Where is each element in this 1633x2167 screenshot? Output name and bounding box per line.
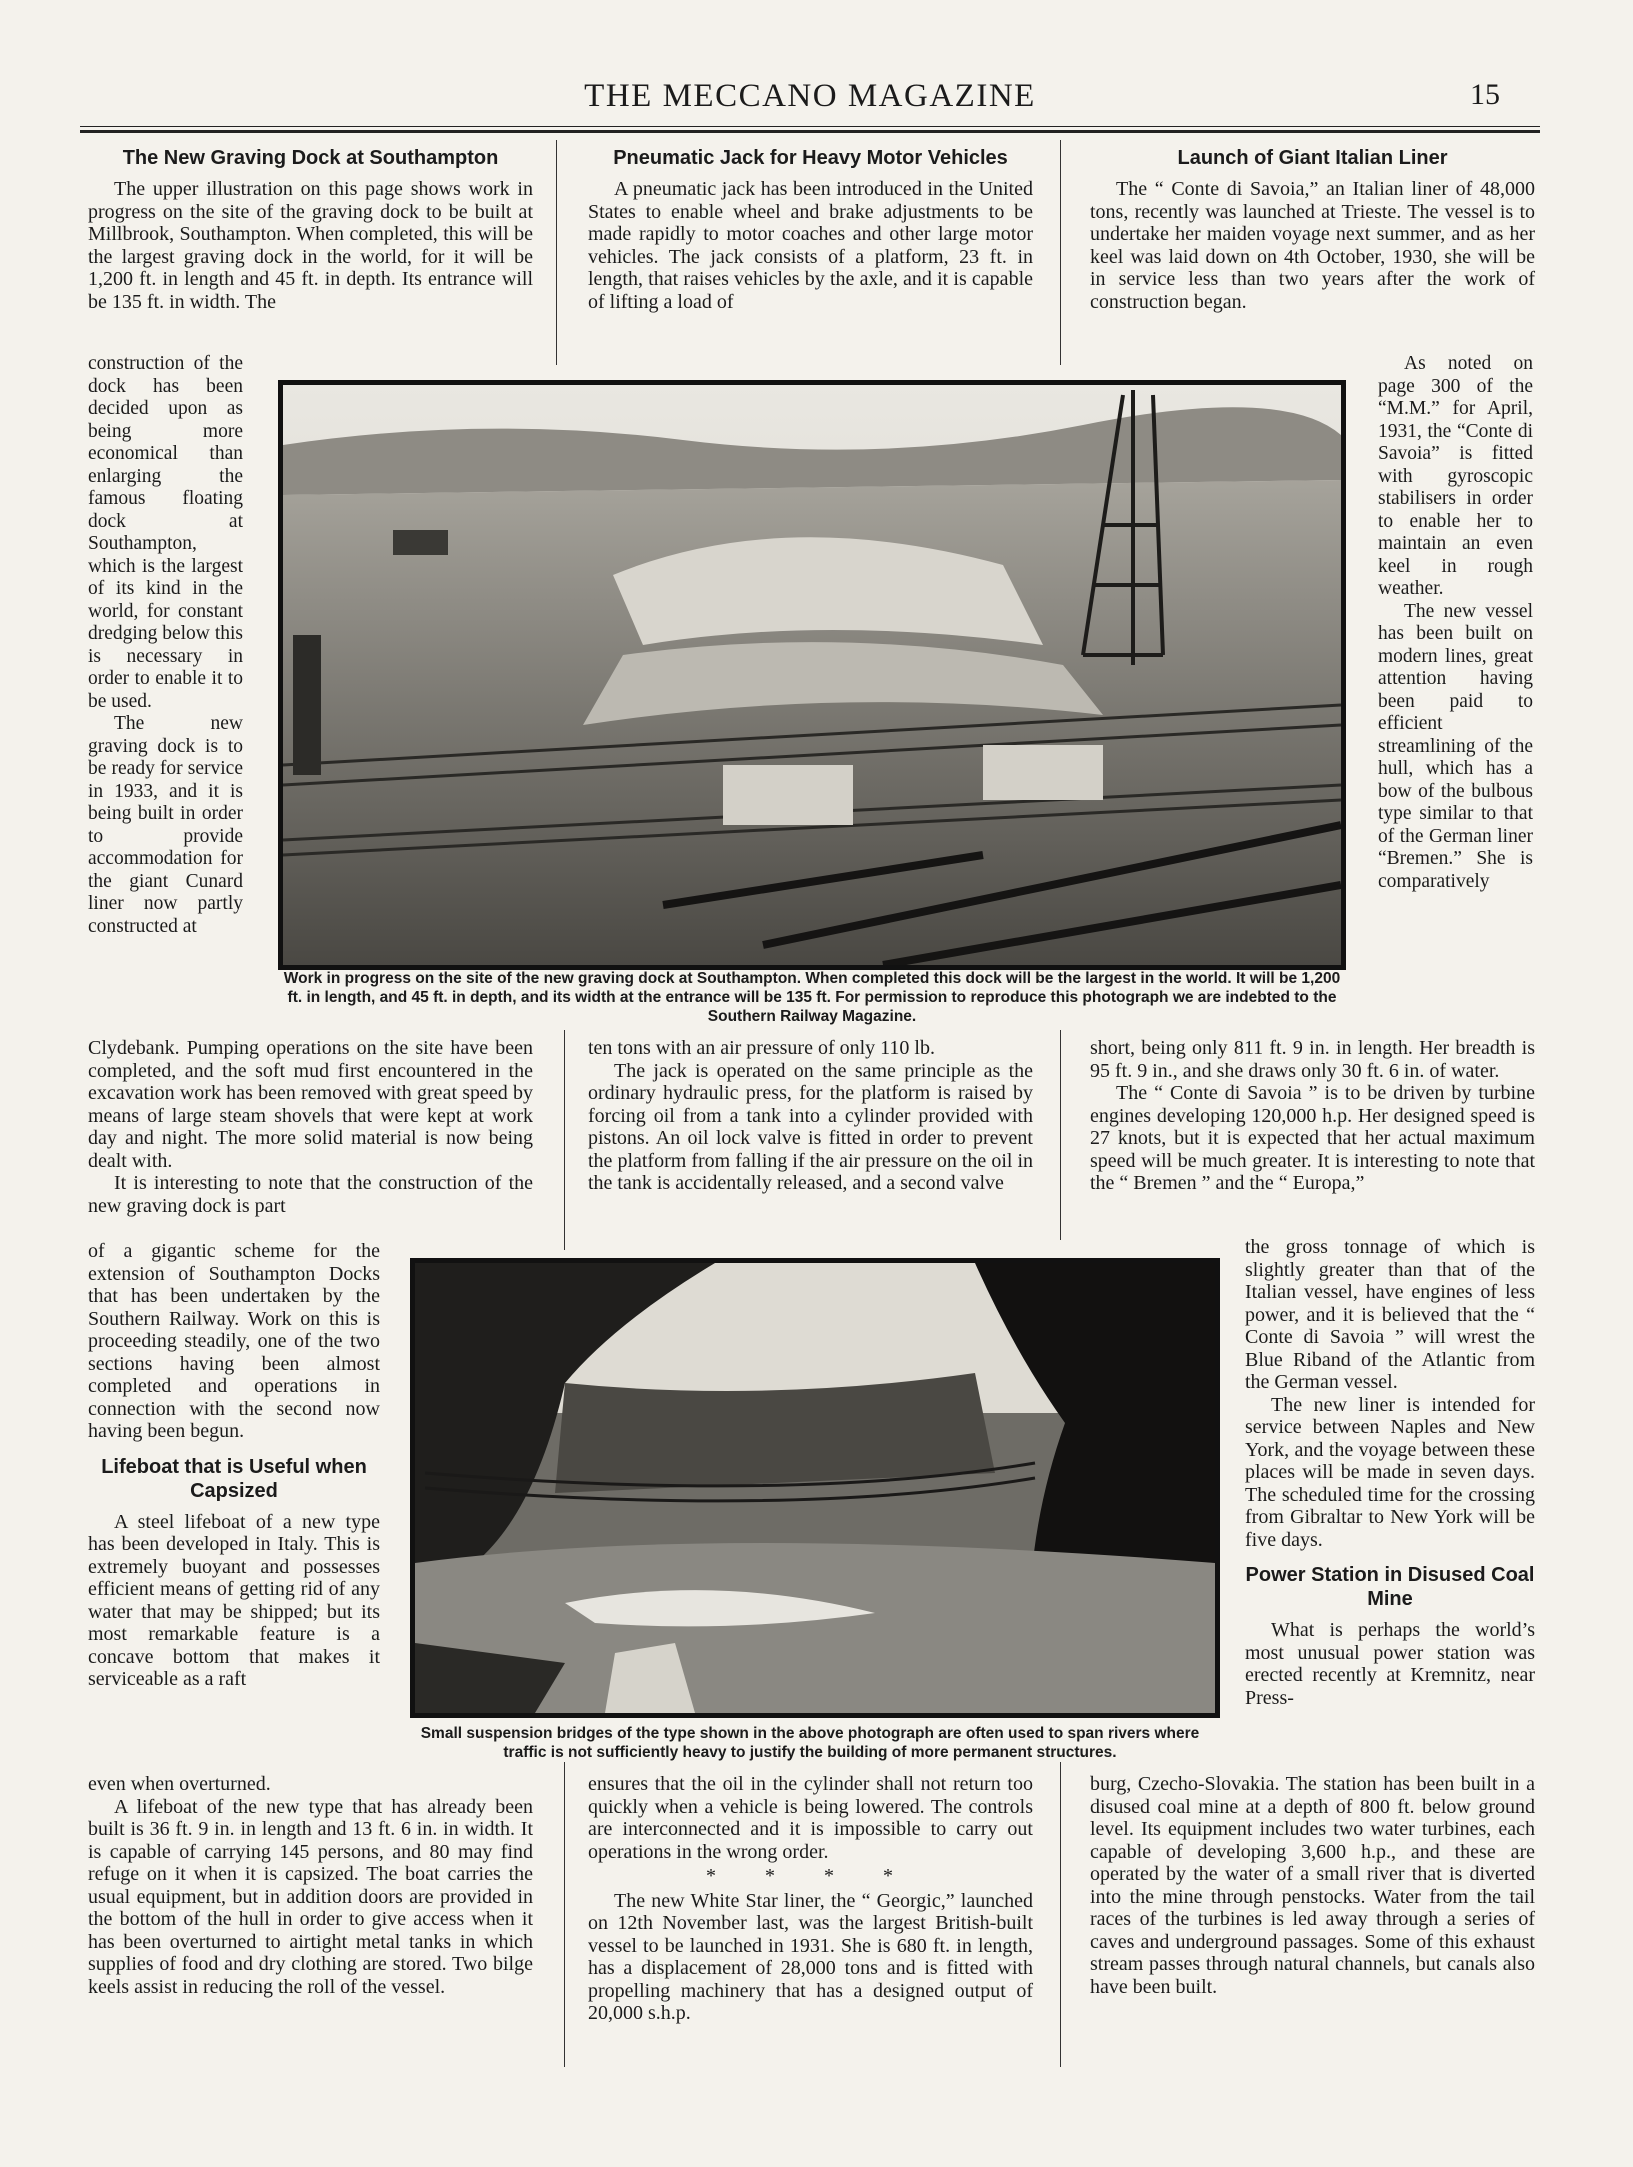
suspension-bridge-photo: [410, 1258, 1220, 1718]
paragraph: The “ Conte di Savoia ” is to be driven by turbine engines developing 120,000 h.p. Her designed speed is 27 knots, but it is expected that her actual maximum speed will be much greater. It is interesting to note that the “ Bremen ” and the “ Europa,”: [1090, 1082, 1535, 1194]
jack-article-bottom: [588, 1773, 1033, 2025]
paragraph: of a gigantic scheme for the extension of Southampton Docks that has been undertaken by the Southern Railway. Work on this is proceeding steadily, one of the two sections having been almost completed and operations in connection with the second now having been begun.: [88, 1240, 380, 1442]
paragraph: It is interesting to note that the construction of the new graving dock is part: [88, 1172, 533, 1217]
article-heading: Pneumatic Jack for Heavy Motor Vehicles: [613, 147, 1008, 169]
header-rule: [80, 126, 1540, 127]
paragraph: The new graving dock is to be ready for service in 1933, and it is being built in order to provide accommodation for the giant Cunard liner now partly constructed at: [88, 713, 243, 937]
page-number: 15: [1470, 78, 1500, 111]
header-rule-thick: [80, 130, 1540, 133]
article-heading: Launch of Giant Italian Liner: [1177, 147, 1448, 169]
power-station-article: [1090, 1773, 1535, 1998]
article-heading: The New Graving Dock at Southampton: [122, 147, 499, 169]
paragraph: The new White Star liner, the “ Georgic,” launched on 12th November last, was the largest British-built vessel to be launched in 1931. She is 680 ft. in length, has a displacement of 28,000 tons and is fitted with propelling machinery that has a designed output of 20,000 s.h.p.: [588, 1889, 1033, 2024]
column-divider: [1060, 1762, 1061, 2067]
liner-article-narrow: [1378, 353, 1533, 893]
paragraph: Clydebank. Pumping operations on the site have been completed, and the soft mud first encountered in the excavation work has been removed with great speed by means of large steam shovels that were kept at work day and night. The more solid material is now being dealt with.: [88, 1037, 533, 1172]
article-heading: Lifeboat that is Useful when Capsized: [101, 1455, 367, 1502]
suspension-bridge-caption: Small suspension bridges of the type shown in the above photograph are often used to span rivers where traffic is not sufficiently heavy to justify the building of more permanent structures.: [420, 1725, 1200, 1761]
column-divider: [1060, 140, 1061, 365]
paragraph: A pneumatic jack has been introduced in the United States to enable wheel and brake adjustments to be made rapidly to motor coaches and other large motor vehicles. The jack consists of a platform, 23 ft. in length, that raises vehicles by the axle, and it is capable of lifting a load of: [588, 178, 1033, 313]
paragraph: even when overturned.: [88, 1773, 271, 1795]
suspension-bridge-photo-art: [415, 1263, 1215, 1713]
jack-article-top: [588, 146, 1033, 313]
paragraph: ten tons with an air pressure of only 110 lb.: [588, 1037, 935, 1059]
paragraph: the gross tonnage of which is slightly greater than that of the Italian vessel, have engines of less power, and it is believed that the “ Conte di Savoia ” will wrest the Blue Riband of the Atlantic from the German vessel.: [1245, 1236, 1535, 1393]
lifeboat-article: [88, 1773, 533, 1998]
graving-dock-photo: [278, 380, 1346, 970]
section-separator: * * * *: [706, 1865, 915, 1887]
page-header: [80, 78, 1540, 118]
paragraph: construction of the dock has been decided upon as being more economical than enlarging the famous floating dock at Southampton, which is the largest of its kind in the world, for constant dredging below this is necessary in order to enable it to be used.: [88, 353, 243, 712]
column-divider: [1060, 1030, 1061, 1240]
paragraph: short, being only 811 ft. 9 in. in length. Her breadth is 95 ft. 9 in., and she draws only 30 ft. 6 in. of water.: [1090, 1037, 1535, 1082]
paragraph: As noted on page 300 of the “M.M.” for April, 1931, the “Conte di Savoia” is fitted with gyroscopic stabilisers in order to enable her to maintain an even keel in rough weather.: [1378, 353, 1533, 599]
paragraph: ensures that the oil in the cylinder shall not return too quickly when a vehicle is being lowered. The controls are interconnected and it is impossible to carry out operations in the wrong order.: [588, 1773, 1033, 1863]
paragraph: The “ Conte di Savoia,” an Italian liner of 48,000 tons, recently was launched at Trieste. The vessel is to undertake her maiden voyage next summer, and as her keel was laid down on 4th October, 1930, she will be in service less than two years after the work of construction began.: [1090, 178, 1535, 313]
paragraph: The new liner is intended for service between Naples and New York, and the voyage between these places will be made in seven days. The scheduled time for the crossing from Gibraltar to New York will be five days.: [1245, 1393, 1535, 1551]
graving-dock-photo-art: [283, 385, 1341, 965]
paragraph: The jack is operated on the same principle as the ordinary hydraulic press, for the platform is raised by forcing oil from a tank into a cylinder provided with pistons. An oil lock valve is fitted in order to prevent the platform from falling if the air pressure on the oil in the tank is accidentally released, and a second valve: [588, 1059, 1033, 1194]
liner-article-top: [1090, 146, 1535, 313]
column-divider: [564, 1762, 565, 2067]
graving-dock-article-mid: [88, 1037, 533, 1217]
paragraph: What is perhaps the world’s most unusual power station was erected recently at Kremnitz, near Press-: [1245, 1619, 1535, 1709]
article-heading: Power Station in Disused Coal Mine: [1245, 1564, 1535, 1610]
graving-dock-article-top: [88, 146, 533, 313]
column-divider: [556, 140, 557, 365]
paragraph: The new vessel has been built on modern lines, great attention having been paid to efficient streamlining of the hull, which has a bow of the bulbous type similar to that of the German liner “Bremen.” She is comparatively: [1378, 600, 1533, 892]
magazine-title: THE MECCANO MAGAZINE: [584, 78, 1036, 114]
column-divider: [564, 1030, 565, 1250]
graving-dock-caption: Work in progress on the site of the new graving dock at Southampton. When completed this dock will be the largest in the world. It will be 1,200 ft. in length, and 45 ft. in depth, and its width at the entrance will be 135 ft. For permission to reproduce this photograph we are indebted to the Southern Railway Magazine.: [283, 970, 1341, 1025]
liner-article-narrow-lower: [1245, 1236, 1535, 1709]
jack-article-mid: [588, 1037, 1033, 1195]
paragraph: burg, Czecho-Slovakia. The station has been built in a disused coal mine at a depth of 800 ft. below ground level. Its equipment includes two water turbines, each capable of developing 3,600 h.p., and these are operated by the water of a small river that is diverted into the mine through penstocks. Water from the tail races of the turbines is led away through a series of caves and underground passages. Some of this exhaust stream passes through natural channels, but canals also have been built.: [1090, 1773, 1535, 1998]
paragraph: The upper illustration on this page shows work in progress on the site of the graving dock to be built at Millbrook, Southampton. When completed, this will be the largest graving dock in the world, for it will be 1,200 ft. in length and 45 ft. in depth. Its entrance will be 135 ft. in width. The: [88, 178, 533, 313]
graving-dock-article-end: [88, 1240, 380, 1691]
graving-dock-article-narrow: [88, 353, 243, 938]
paragraph: A lifeboat of the new type that has already been built is 36 ft. 9 in. in length and 13 ft. 6 in. in width. It is capable of carrying 145 persons, and 80 may find refuge on it when it is capsized. The boat carries the usual equipment, but in addition doors are provided in the bottom of the hull in order to give access when it has been overturned to airtight metal tanks in which supplies of food and dry clothing are stored. Two bilge keels assist in reducing the roll of the vessel.: [88, 1795, 533, 1998]
paragraph: A steel lifeboat of a new type has been developed in Italy. This is extremely buoyant and possesses efficient means of getting rid of any water that may be shipped; but its most remarkable feature is a concave bottom that makes it serviceable as a raft: [88, 1510, 380, 1690]
liner-article-mid: [1090, 1037, 1535, 1195]
